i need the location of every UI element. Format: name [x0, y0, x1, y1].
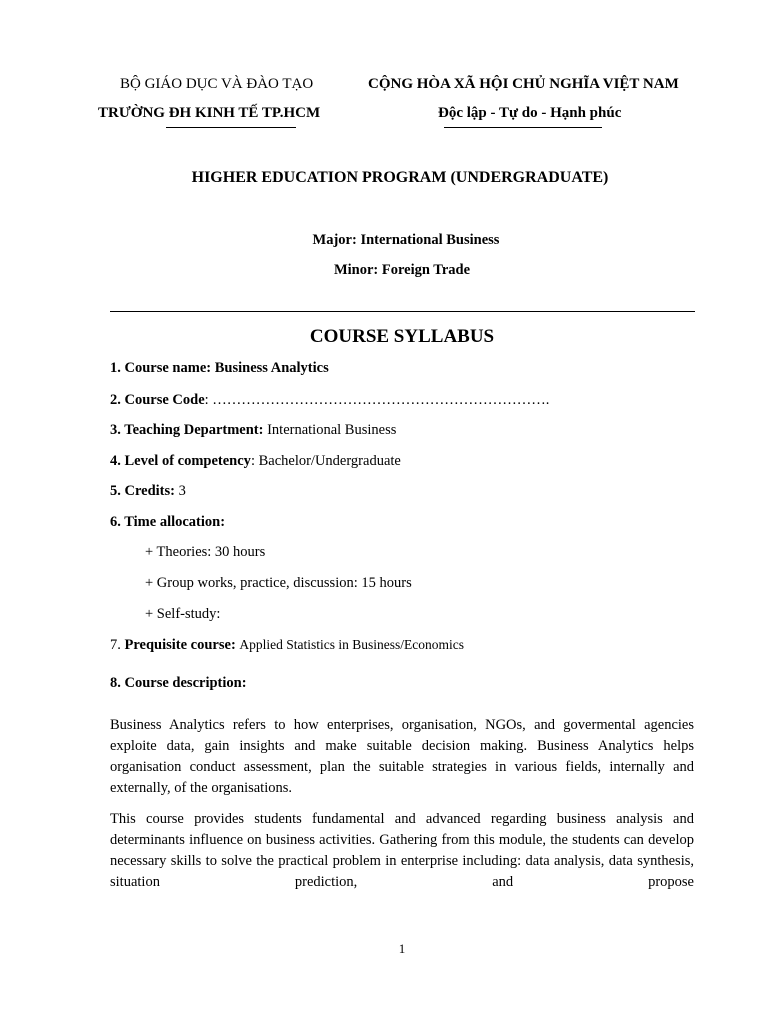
page-number: 1	[398, 941, 406, 956]
credits-item	[110, 483, 186, 500]
credits-label: 5. Credits:	[110, 483, 179, 499]
prerequisite-label: Prequisite course:	[124, 637, 240, 653]
course-code-label: 2. Course Code	[110, 392, 205, 408]
university-name: TRƯỜNG ĐH KINH TẾ TP.HCM	[98, 105, 321, 121]
country-name: CỘNG HÒA XÃ HỘI CHỦ NGHĨA VIỆT NAM	[368, 76, 679, 92]
course-code-item	[110, 392, 549, 409]
national-motto: Độc lập - Tự do - Hạnh phúc	[438, 105, 622, 121]
time-allocation-label: 6. Time allocation:	[110, 514, 226, 530]
description-paragraph-2: This course provides students fundamental and advanced regarding business analysis and determinants influence on business activities. Gathering from this module, the students can develop necessary skills to solve the practical problem in enterprise including: data analysis, data synthesis, situation prediction, and propose	[110, 811, 694, 890]
prerequisite-value: Applied Statistics in Business/Economics	[239, 637, 465, 652]
syllabus-title: COURSE SYLLABUS	[309, 326, 495, 347]
course-code-value: : …………………………………………………………….	[204, 392, 550, 408]
minor-line: Minor: Foreign Trade	[333, 262, 471, 278]
description-paragraph-1: Business Analytics refers to how enterprises, organisation, NGOs, and govermental agencies exploite data, gain insights and make suitable decision making. Business Analytics helps organisation conduct assessment, plan the suitable strategies in various fields, internally and externally, of the organisations.	[110, 717, 694, 796]
time-group-works: + Group works, practice, discussion: 15 hours	[145, 575, 412, 591]
teaching-department-value: International Business	[267, 422, 397, 438]
program-title: HIGHER EDUCATION PROGRAM (UNDERGRADUATE)	[191, 169, 609, 186]
course-name-value: Business Analytics	[214, 360, 329, 376]
time-theories: + Theories: 30 hours	[145, 544, 266, 560]
competency-label: 4. Level of competency	[110, 453, 251, 469]
competency-item	[110, 453, 401, 470]
course-name-label: 1. Course name:	[110, 360, 215, 376]
teaching-department-label: 3. Teaching Department:	[110, 422, 268, 438]
course-name-item	[110, 360, 329, 377]
competency-value: : Bachelor/Undergraduate	[250, 453, 401, 469]
teaching-department-item	[110, 422, 396, 439]
university-underline	[166, 127, 296, 128]
time-allocation-item	[110, 514, 225, 531]
course-description-label: 8. Course description:	[110, 675, 247, 691]
course-description-item	[110, 675, 247, 692]
prerequisite-number: 7.	[110, 637, 125, 653]
credits-value: 3	[178, 483, 186, 499]
major-line: Major: International Business	[312, 232, 500, 248]
time-self-study: + Self-study:	[145, 606, 221, 622]
ministry-name: BỘ GIÁO DỤC VÀ ĐÀO TẠO	[120, 76, 314, 92]
prerequisite-item	[110, 637, 464, 654]
motto-underline	[444, 127, 602, 128]
section-divider	[110, 311, 695, 312]
